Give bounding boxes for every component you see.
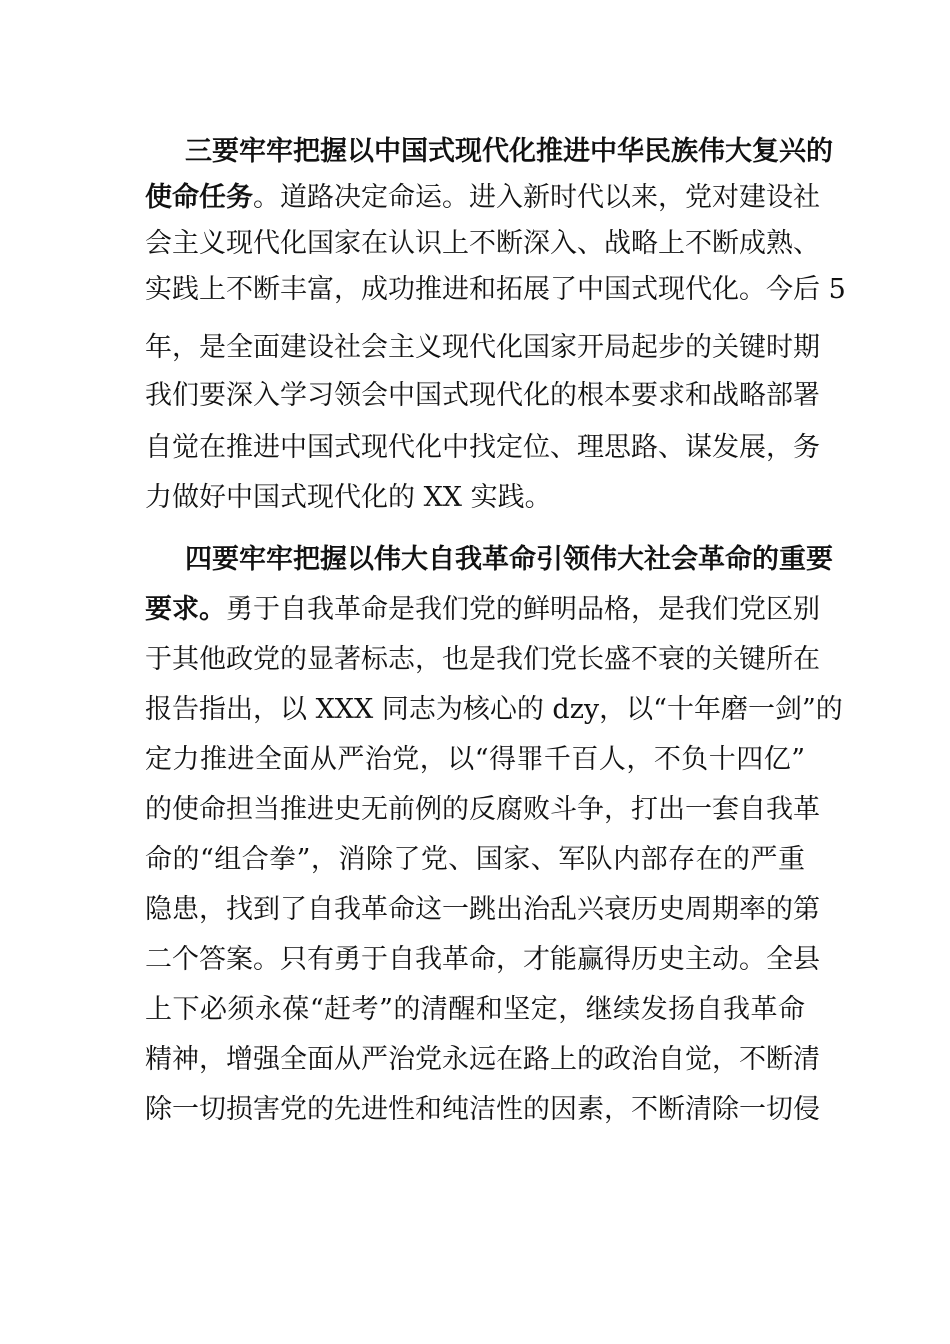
paragraph-four-line-7: 命的“组合拳”，消除了党、国家、军队内部存在的严重 (145, 844, 805, 875)
paragraph-three-heading-end: 使命任务 (145, 182, 253, 213)
paragraph-four-line-1 (185, 538, 833, 582)
paragraph-three-line-5: 年，是全面建设社会主义现代化国家开局起步的关键时期 (145, 332, 820, 363)
paragraph-four-line-2: 要求。勇于自我革命是我们党的鲜明品格，是我们党区别 (145, 594, 820, 625)
paragraph-four-line-8: 隐患，找到了自我革命这一跳出治乱兴衰历史周期率的第 (145, 894, 820, 925)
paragraph-three-line-4: 实践上不断丰富，成功推进和拓展了中国式现代化。今后 5 (145, 274, 846, 305)
paragraph-three-line-1 (185, 130, 833, 174)
paragraph-three-line-8: 力做好中国式现代化的 XX 实践。 (145, 482, 552, 513)
paragraph-four-line-9: 二个答案。只有勇于自我革命，才能赢得历史主动。全县 (145, 944, 820, 975)
paragraph-three-heading: 三要牢牢把握以中国式现代化推进中华民族伟大复兴的 (185, 136, 833, 167)
paragraph-four-line-12: 除一切损害党的先进性和纯洁性的因素，不断清除一切侵 (145, 1094, 820, 1125)
paragraph-four-heading-end: 要求。 (145, 594, 226, 625)
paragraph-three-line-6: 我们要深入学习领会中国式现代化的根本要求和战略部署 (145, 380, 820, 411)
paragraph-three-line-7: 自觉在推进中国式现代化中找定位、理思路、谋发展，务 (145, 432, 820, 463)
paragraph-four-line-11: 精神，增强全面从严治党永远在路上的政治自觉，不断清 (145, 1044, 820, 1075)
paragraph-four-line-6: 的使命担当推进史无前例的反腐败斗争，打出一套自我革 (145, 794, 820, 825)
paragraph-four-heading: 四要牢牢把握以伟大自我革命引领伟大社会革命的重要 (185, 544, 833, 575)
paragraph-four-line-5: 定力推进全面从严治党，以“得罪千百人，不负十四亿” (145, 744, 805, 775)
paragraph-three-line-3: 会主义现代化国家在认识上不断深入、战略上不断成熟、 (145, 228, 820, 259)
paragraph-four-line-3: 于其他政党的显著标志，也是我们党长盛不衰的关键所在 (145, 644, 820, 675)
paragraph-three-line-2: 使命任务。道路决定命运。进入新时代以来，党对建设社 (145, 182, 820, 213)
paragraph-four-line-4: 报告指出，以 XXX 同志为核心的 dzy，以“十年磨一剑”的 (145, 694, 843, 725)
paragraph-four-line-10: 上下必须永葆“赶考”的清醒和坚定，继续发扬自我革命 (145, 994, 805, 1025)
